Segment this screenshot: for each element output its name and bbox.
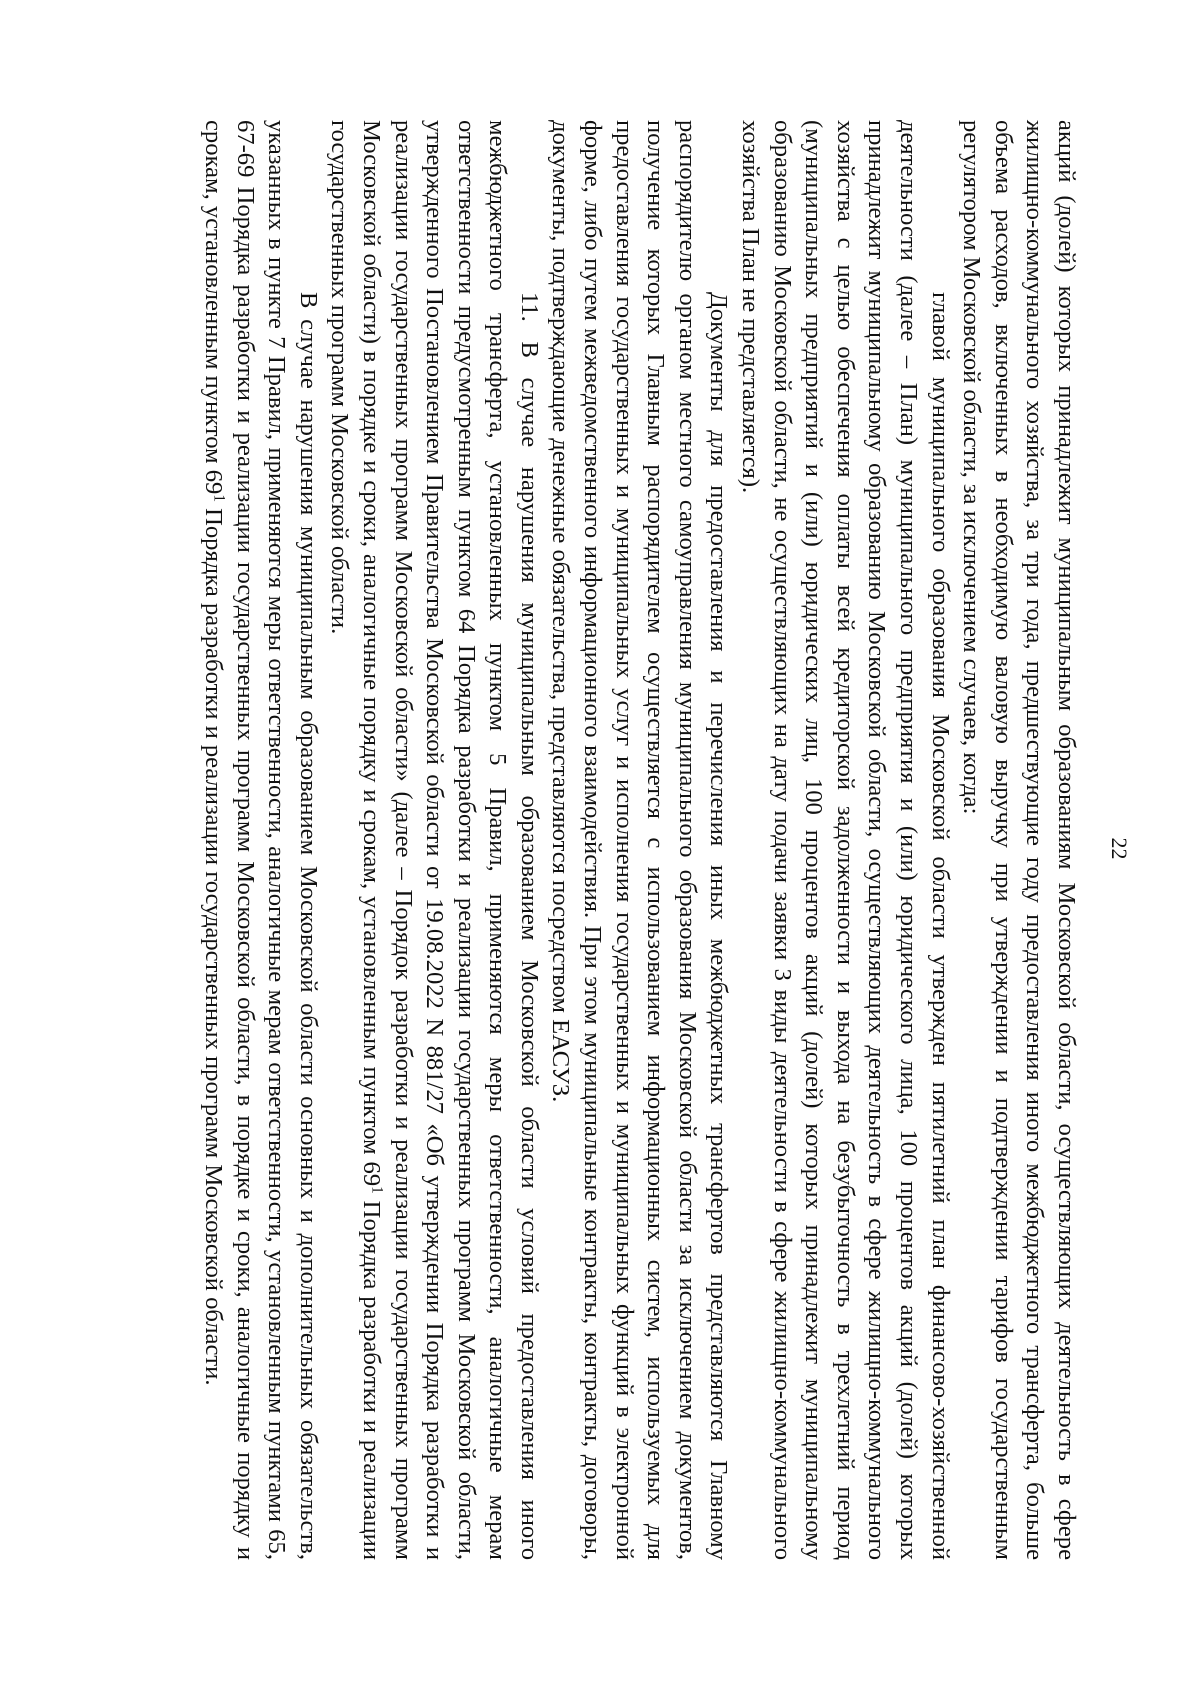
paragraph-documents: Документы для предоставления и перечисления иных межбюджетных трансфертов представляются Главному распорядителю органом местного самоуправления муниципального образования Московской области за исключением документов, получение которых Главным распорядителем осуществляется с использованием информационных систем, используемых для предоставления государственных и муниципальных услуг и исполнения государственных и муниципальных функций в электронной форме, либо путем межведомственного информационного взаимодействия. При этом муниципальные контракты, контракты, договоры, документы, подтверждающие денежные обязательства, представляются посредством ЕАСУЗ. bbox=[547, 120, 733, 1560]
obligations-text-end: Порядка разработки и реализации государственных программ Московской области. bbox=[199, 501, 227, 1386]
clause-11-text-end: Порядка разработки и реализации государственных программ Московской области. bbox=[326, 120, 385, 1560]
paragraph-obligations-breach bbox=[197, 120, 323, 1560]
obligations-superscript: 1 bbox=[210, 494, 228, 502]
paragraph-clause-11 bbox=[324, 120, 545, 1560]
paragraph-plan-exception: главой муниципального образования Московской области утвержден пятилетний план финансово-хозяйственной деятельности (далее – План) муниципального предприятия и (или) юридического лица, 100 процентов акций (долей) которых принадлежит муниципальному образованию Московской области, осуществляющих деятельность в сфере жилищно-коммунального хозяйства с целью обеспечения оплаты всей кредиторской задолженности и выхода на безубыточность в трехлетний период (муниципальных предприятий и (или) юридических лиц, 100 процентов акций (долей) которых принадлежит муниципальному образованию Московской области, не осуществляющих на дату подачи заявки 3 виды деятельности в сфере жилищно-коммунального хозяйства План не представляется). bbox=[737, 120, 954, 1560]
clause-11-superscript: 1 bbox=[368, 1186, 386, 1194]
obligations-text: В случае нарушения муниципальным образованием Московской области основных и дополнительных обязательств, указанных в пункте 7 Правил, применяются меры ответственности, аналогичные мерам ответственности, установленным пунктами 65, 67-69 Порядка разработки и реализации государственных программ Московской области, в порядке и сроки, аналогичные порядку и срокам, установленным пунктом 69 bbox=[199, 120, 322, 1560]
paragraph-continuation: акций (долей) которых принадлежит муниципальным образованиям Московской области, осуществляющих деятельность в сфере жилищно-коммунального хозяйства, за три года, предшествующие году предоставления иного межбюджетного трансферта, больше объема расходов, включенных в необходимую валовую выручку при утверждении и подтверждении тарифов государственным регулятором Московской области, за исключением случаев, когда: bbox=[958, 120, 1080, 1560]
document-body bbox=[197, 120, 1082, 1560]
page-number: 22 bbox=[1107, 837, 1132, 860]
clause-11-text: 11. В случае нарушения муниципальным образованием Московской области условий предоставления иного межбюджетного трансферта, установленных пунктом 5 Правил, применяются меры ответственности, аналогичные мерам ответственности предусмотренным пунктом 64 Порядка разработки и реализации государственных программ Московской области, утвержденного Постановлением Правительства Московской области от 19.08.2022 N 881/27 «Об утверждении Порядка разработки и реализации государственных программ Московской области» (далее – Порядок разработки и реализации государственных программ Московской области) в порядке и сроки, аналогичные порядку и срокам, установленным пунктом 69 bbox=[357, 120, 543, 1560]
